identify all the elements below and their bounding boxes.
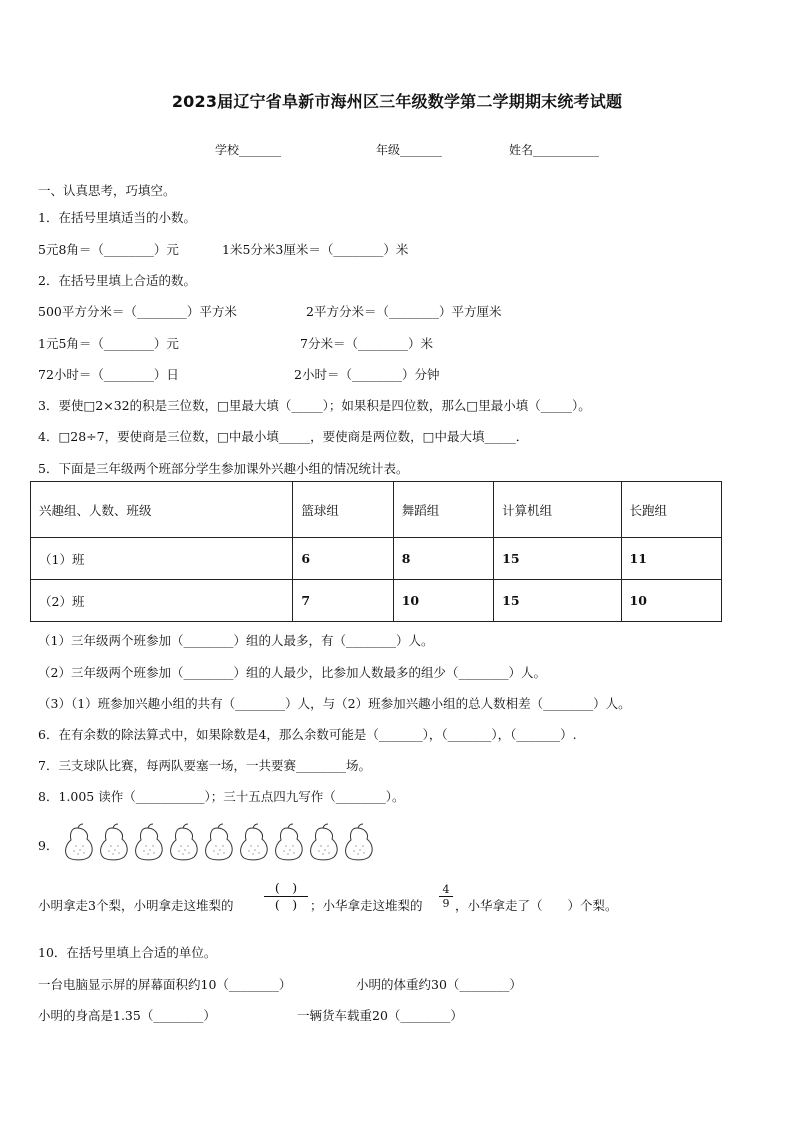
q9-text-b: ；小华拿走这堆梨的 [310,898,423,913]
q9-text-a: 小明拿走3个梨，小明拿走这堆梨的 [38,898,234,913]
pear-icon [346,824,373,860]
pear-group [62,822,382,865]
pear-icon [171,824,198,860]
table-cell: 10 [621,580,721,622]
q1-b: 1米5分米3厘米＝（________）米 [222,242,409,257]
fraction-numerator-blank: ( ) [274,880,298,895]
table-cell: （1）班 [31,538,293,580]
q2-c: 1元5角＝（________）元 [38,336,179,351]
q5-s2: （2）三年级两个班参加（________）组的人最少，比参加人数最多的组少（________）人。 [38,665,546,680]
q2-f: 2小时＝（________）分钟 [294,367,440,382]
table-cell: （2）班 [31,580,293,622]
q10-c: 小明的身高是1.35（________） [38,1008,216,1023]
q5-s1: （1）三年级两个班参加（________）组的人最多，有（________）人。 [38,633,434,648]
q10-d: 一辆货车载重20（________） [297,1008,463,1023]
table-cell: 15 [494,538,621,580]
page-title: 2023届辽宁省阜新市海州区三年级数学第二学期期末统考试题 [171,92,623,111]
table-header-cell: 篮球组 [293,482,393,538]
table-header-cell: 计算机组 [494,482,621,538]
q2-stem: 2．在括号里填上合适的数。 [38,273,196,288]
q10-b: 小明的体重约30（________） [356,977,522,992]
q9-text-c: ，小华拿走了（ ）个梨。 [455,898,618,913]
section-heading: 一、认真思考，巧填空。 [38,183,176,198]
table-row [31,538,722,580]
table-header-row [31,482,722,538]
pear-icon [66,824,93,860]
pears-icon [62,822,382,862]
q2-b: 2平方分米＝（________）平方厘米 [306,304,502,319]
q2-e: 72小时＝（________）日 [38,367,179,382]
table-row [31,580,722,622]
fraction [439,883,453,910]
pear-icon [241,824,268,860]
table-cell: 15 [494,580,621,622]
fraction-denominator: 9 [442,897,450,910]
pear-icon [101,824,128,860]
q6: 6．在有余数的除法算式中，如果除数是4，那么余数可能是（_______），（_______），（_______）. [38,727,577,742]
name-field: 姓名___________ [509,143,600,157]
q2-a: 500平方分米＝（________）平方米 [38,304,237,319]
stats-table [30,481,722,622]
fraction-denominator-blank: ( ) [274,897,298,912]
q9-label: 9． [38,838,59,853]
q7: 7．三支球队比赛，每两队要塞一场，一共要赛________场。 [38,758,371,773]
q5-stem: 5．下面是三年级两个班部分学生参加课外兴趣小组的情况统计表。 [38,461,409,476]
q1-a: 5元8角＝（________）元 [38,242,179,257]
q10-a: 一台电脑显示屏的屏幕面积约10（________） [38,977,292,992]
q2-d: 7分米＝（________）米 [300,336,433,351]
school-field: 学校_______ [215,143,282,157]
table-cell: 6 [293,538,393,580]
table-cell: 10 [393,580,493,622]
table-header-cell: 兴趣组、人数、班级 [31,482,293,538]
blank-fraction [264,880,308,913]
q8: 8．1.005 读作（___________）；三十五点四九写作（________）。 [38,789,405,804]
table-cell: 11 [621,538,721,580]
table-cell: 8 [393,538,493,580]
table-cell: 7 [293,580,393,622]
q4: 4．□28÷7，要使商是三位数，□中最小填_____，要使商是两位数，□中最大填_____． [38,429,529,444]
pear-icon [136,824,163,860]
grade-field: 年级_______ [376,143,443,157]
q5-s3: （3）（1）班参加兴趣小组的共有（________）人，与（2）班参加兴趣小组的总人数相差（________）人。 [38,696,631,711]
pear-icon [311,824,338,860]
q10-stem: 10．在括号里填上合适的单位。 [38,945,217,960]
table-header-cell: 长跑组 [621,482,721,538]
pear-icon [206,824,233,860]
pear-icon [276,824,303,860]
q3: 3．要使□2×32的积是三位数，□里最大填（_____）；如果积是四位数，那么□里最小填（_____）。 [38,398,591,413]
fraction-numerator: 4 [442,883,450,896]
q1-stem: 1．在括号里填适当的小数。 [38,210,196,225]
table-header-cell: 舞蹈组 [393,482,493,538]
